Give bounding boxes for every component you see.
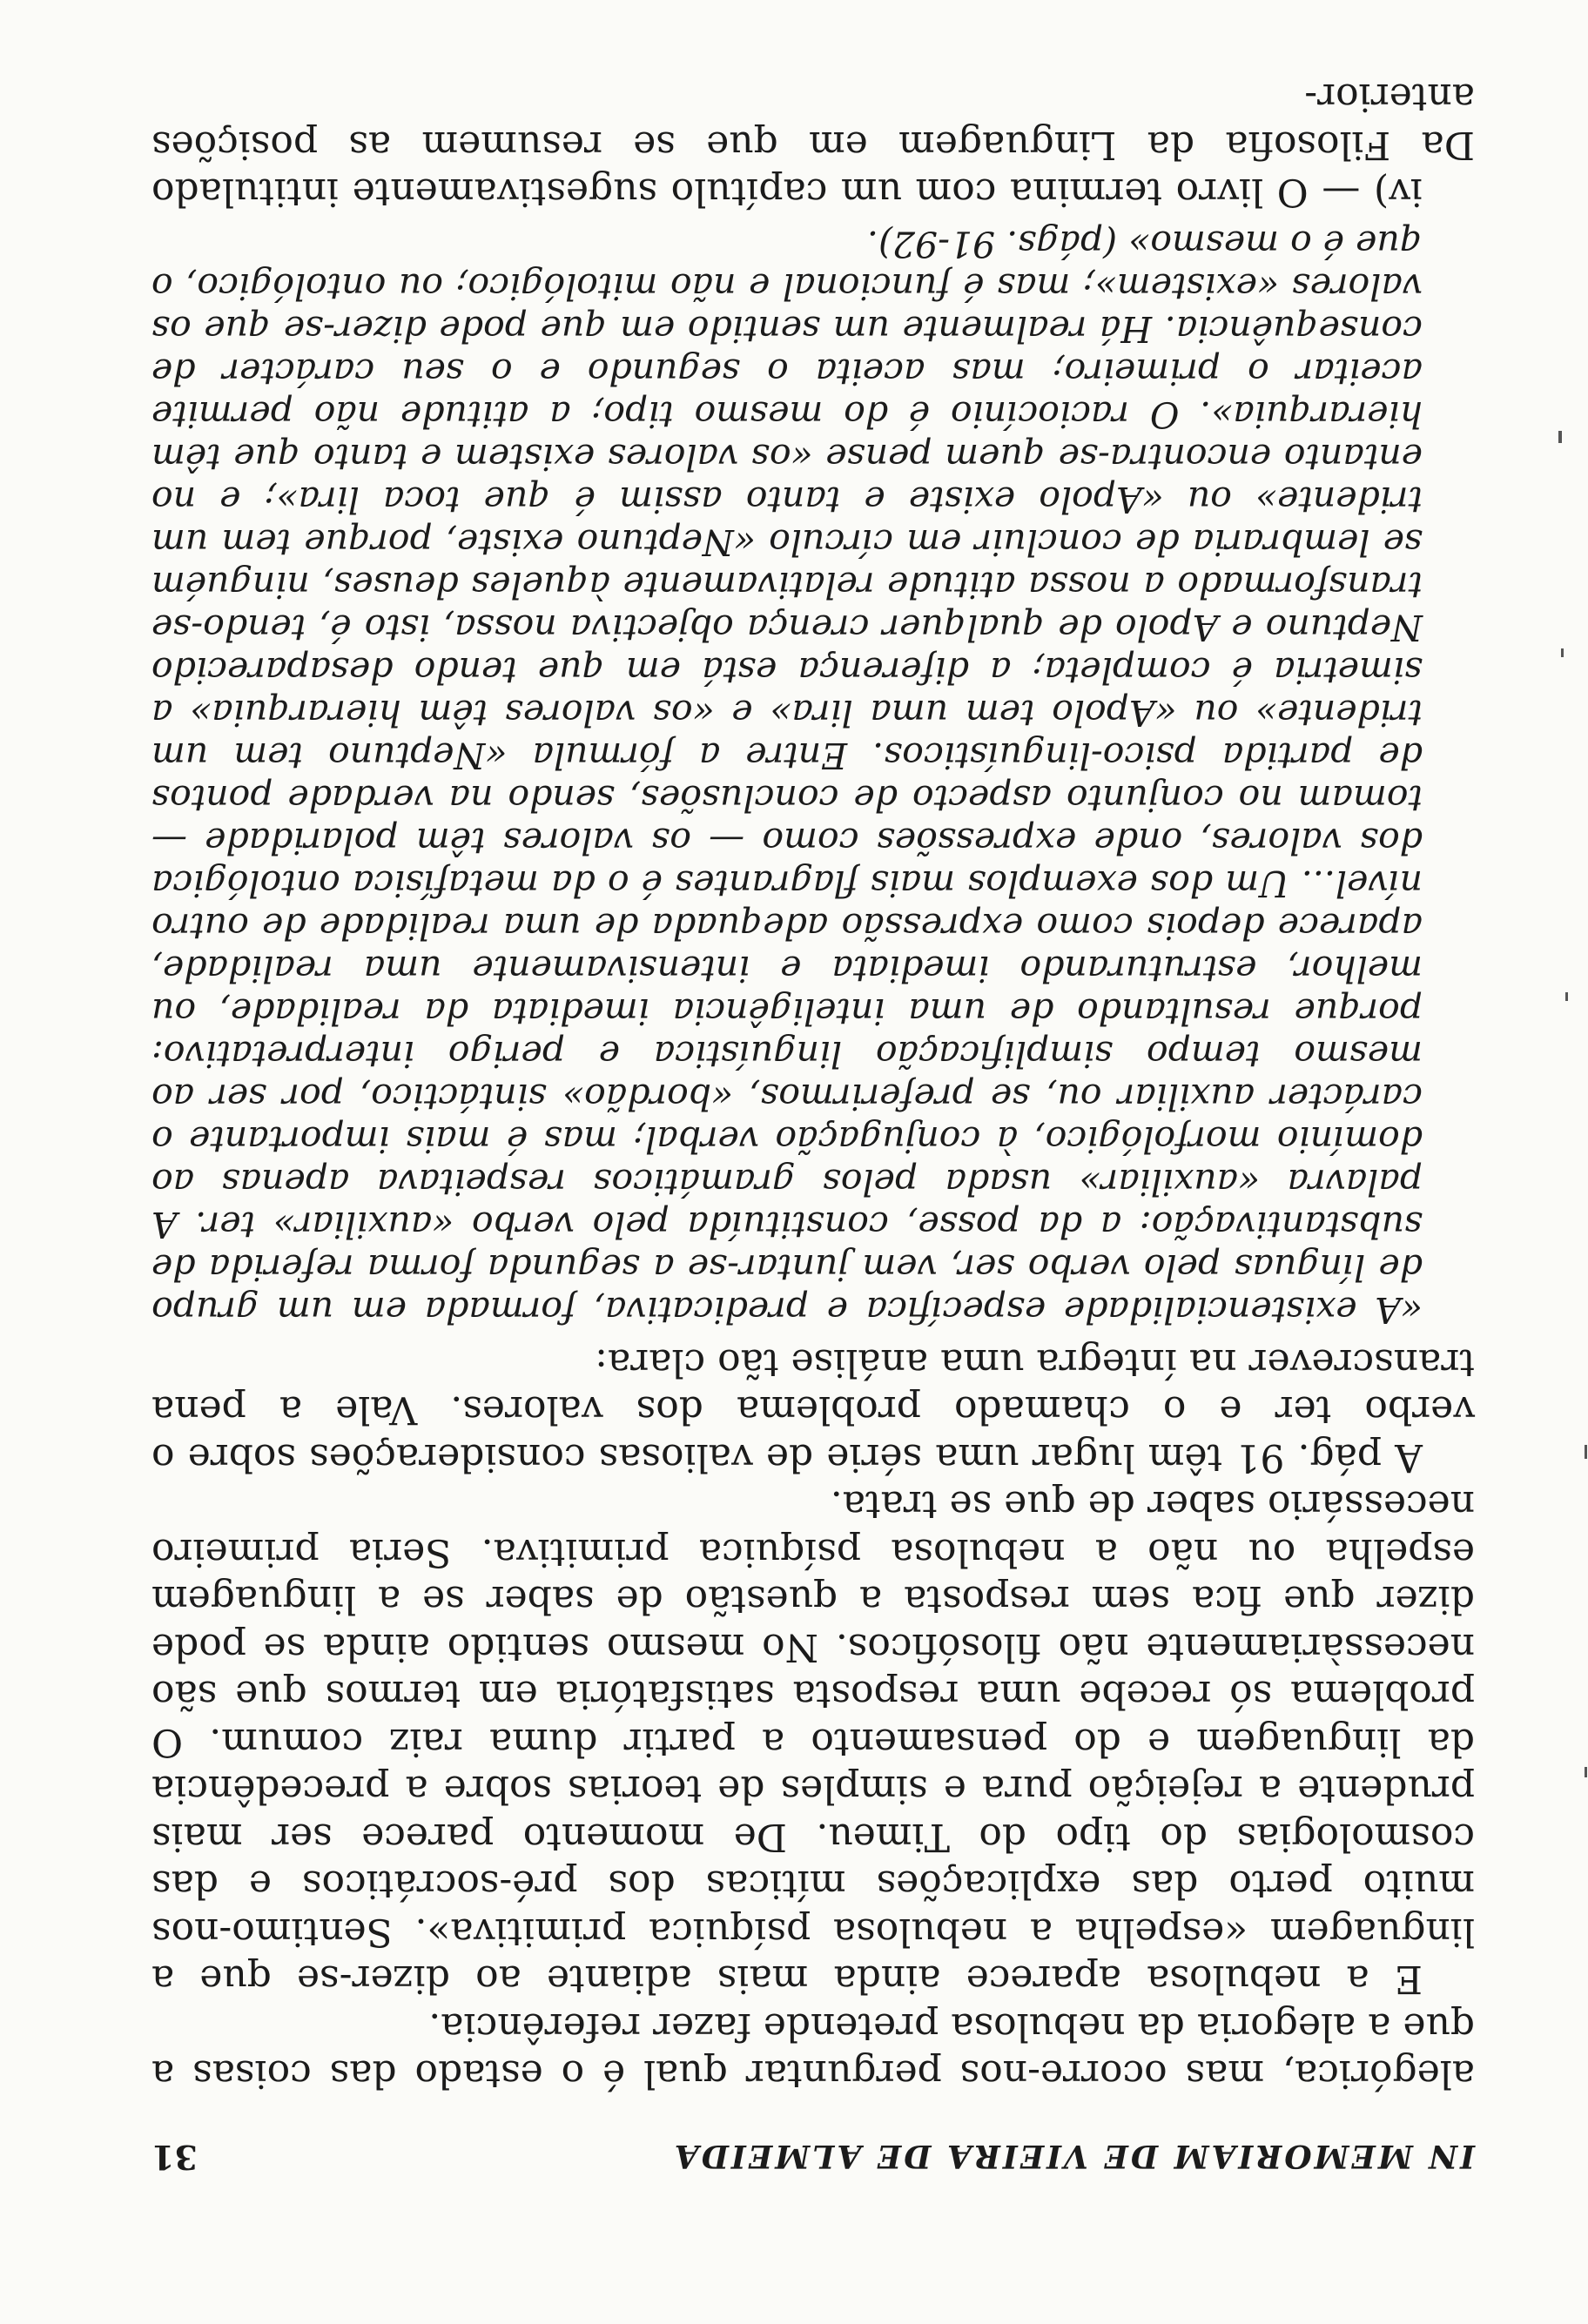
page-content (151, 73, 1475, 2180)
scan-speck (1585, 1767, 1587, 1777)
paragraph-page-91: A pág. 91 têm lugar uma série de valiosas considerações sobre o verbo ter e o chamado problema dos valores. Vale a pena transcrever na íntegra uma análise tão clara: (151, 1340, 1475, 1480)
paragraph-nebulosa: E a nebulosa aparece ainda mais adiante ao dizer-se que a linguagem «espelha a nebulosa psíquica primitiva». Sentimo-nos muito perto das explicações míticas dos pré-socráticos e das cosmologias do tipo do Timeu. De momento parece ser mais prudente a rejeição pura e simples de teorias sobre a precedência da linguagem e do pensamento a partir duma raiz comum. O problema só recebe uma resposta satisfatória em termos que são necessàriamente não filosóficos. No mesmo sentido ainda se pode dizer que fica sem resposta a questão de saber se a linguagem espelha ou não a nebulosa psíquica primitiva. Seria primeiro necessário saber de que se trata. (151, 1482, 1475, 2002)
scan-speck (1565, 992, 1568, 1001)
paragraph-section-iv: iv) — O livro termina com um capítulo sugestivamente intitulado Da Filosofia da Linguagem em que se resumem as posições anterior- (151, 75, 1475, 215)
page-number: 31 (151, 2138, 198, 2177)
paragraph-continuation: alegórica, mas ocorre-nos perguntar qual é o estado das coisas a que a alegoria da nebulosa pretende fazer referência. (151, 2005, 1475, 2097)
running-title: IN MEMORIAM DE VIEIRA DE ALMEIDA (671, 2138, 1475, 2174)
scan-speck (1558, 431, 1562, 443)
scan-speck (1561, 648, 1564, 657)
block-quote (151, 223, 1475, 1332)
quote-text: «A existencialidade específica e predicativa, formada em um grupo de línguas pelo verbo ser, vem juntar-se a segunda forma referida de substantivação: a da posse, constituída pelo verbo «auxiliar» ter. A palavra «auxiliar» usada pelos gramáticos respeitava apenas ao domínio morfológico, à conjugação verbal; mas é mais importante o carácter auxiliar ou, se preferirmos, «bordão» sintáctico, por ser ao mesmo tempo simplificação linguística e perigo interpretativo: porque resultando de uma inteligência imediata da realidade, ou melhor, estruturando imediata e intensivamente uma realidade, aparece depois como expressão adequada de uma realidade de outro nível... Um dos exemplos mais flagrantes é o da metafísica ontológica dos valores, onde expressões como — os valores têm polaridade — tomam no conjunto aspecto de conclusões, sendo na verdade pontos de partida psico-linguísticos. Entre a fórmula «Neptuno tem um tridente» ou «Apolo tem uma lira» e «os valores têm hierarquia» a simetria é completa; a diferença está em que tendo desaparecido Neptuno e Apolo de qualquer crença objectiva nossa, isto é, tendo-se transformado a nossa atitude relativamente àqueles deuses, ninguém se lembraria de concluir em círculo «Neptuno existe, porque tem um tridente» ou «Apolo existe e tanto assim é que toca lira»; e no entanto encontra-se quem pense «os valores existem e tanto que têm hierarquia». O raciocínio é do mesmo tipo; a atitude não permite aceitar o primeiro; mas aceita o segundo e o seu carácter de consequência. Há realmente um sentido em que pode dizer-se que os valores «existem»; mas é funcional e não mitológico; ou ontológico, o que é o mesmo» (págs. 91-92). (151, 223, 1423, 1332)
running-header (151, 2133, 1475, 2181)
scan-speck (1585, 1445, 1587, 1459)
